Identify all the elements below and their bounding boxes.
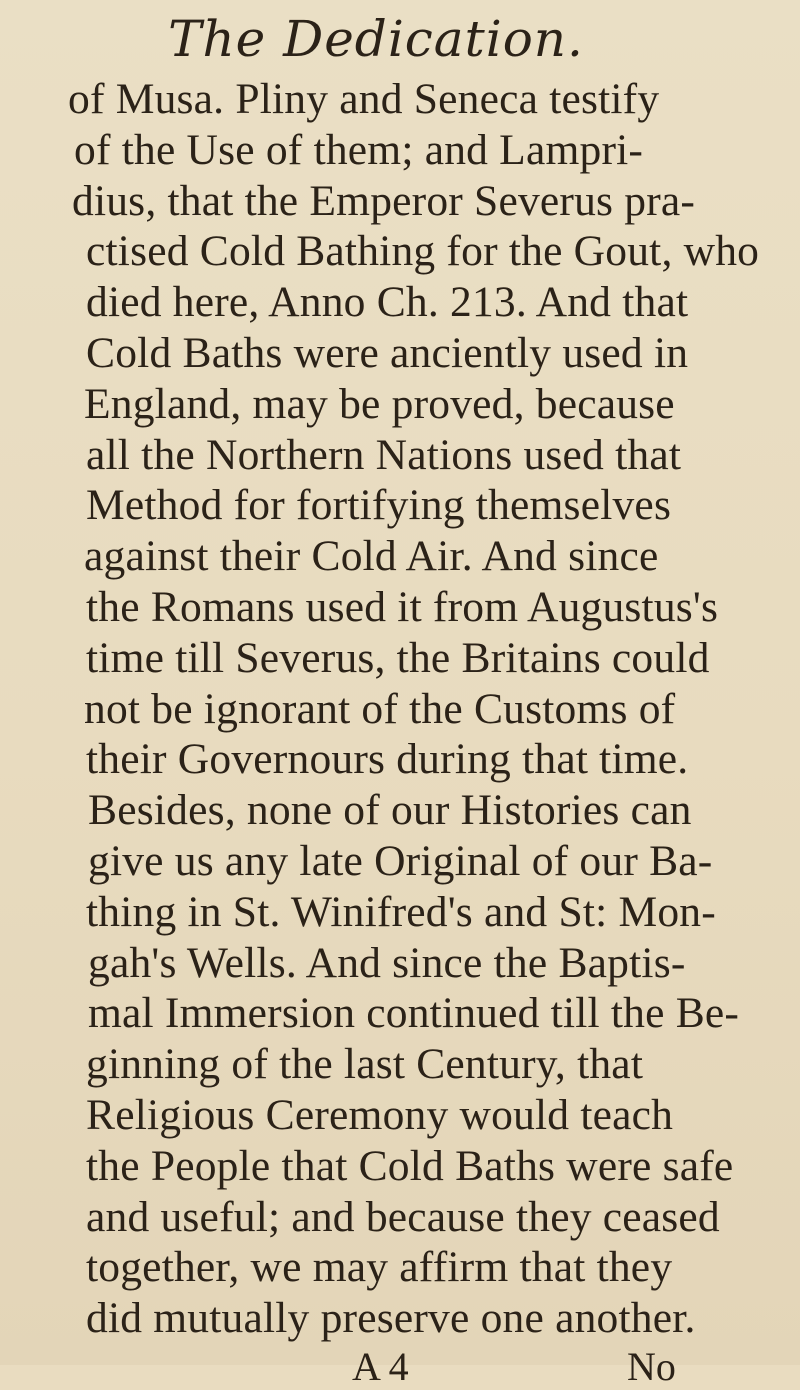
text-line: time till Severus, the Britains could — [86, 633, 710, 682]
text-line: Besides, none of our Histories can — [88, 786, 692, 835]
running-head: The Dedication. — [168, 10, 584, 68]
text-line: together, we may affirm that they — [86, 1243, 673, 1292]
text-line: give us any late Original of our Ba- — [88, 836, 713, 885]
text-line: did mutually preserve one another. — [86, 1294, 696, 1343]
text-line: their Governours during that time. — [86, 735, 689, 784]
text-line: mal Immersion continued till the Be- — [88, 989, 740, 1038]
text-line: the People that Cold Baths were safe — [86, 1141, 734, 1190]
text-line: of the Use of them; and Lampri- — [74, 125, 644, 174]
signature-mark: A 4 — [352, 1343, 409, 1389]
text-line: of Musa. Pliny and Seneca testify — [68, 75, 660, 123]
text-line: died here, Anno Ch. 213. And that — [86, 278, 689, 327]
catchword: No — [627, 1343, 676, 1389]
text-line: dius, that the Emperor Severus pra- — [72, 176, 696, 225]
text-line: gah's Wells. And since the Baptis- — [88, 938, 686, 987]
text-line: thing in St. Winifred's and St: Mon- — [86, 887, 716, 936]
text-line: all the Northern Nations used that — [86, 430, 682, 479]
text-line: England, may be proved, because — [84, 379, 675, 428]
text-line: Religious Ceremony would teach — [86, 1090, 674, 1139]
text-line: not be ignorant of the Customs of — [84, 684, 676, 733]
text-line: Method for fortifying themselves — [86, 481, 672, 530]
text-line: ginning of the last Century, that — [86, 1040, 644, 1089]
text-line: and useful; and because they ceased — [86, 1192, 720, 1241]
text-line: against their Cold Air. And since — [84, 532, 659, 581]
text-line: ctised Cold Bathing for the Gout, who — [86, 227, 760, 276]
text-line: Cold Baths were anciently used in — [86, 328, 689, 377]
body-text — [62, 74, 760, 1344]
page-footer — [62, 1344, 760, 1390]
text-line: the Romans used it from Augustus's — [86, 582, 719, 631]
